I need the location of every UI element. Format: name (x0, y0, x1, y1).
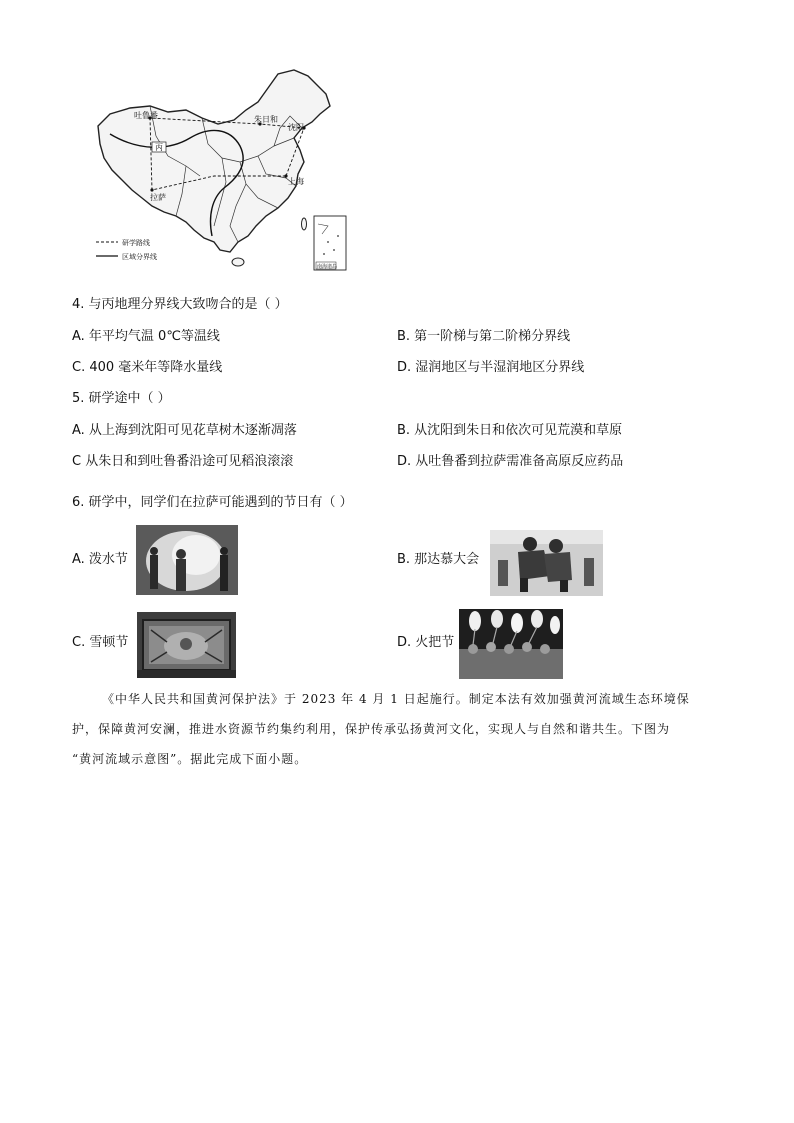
map-label-shanghai: 上海 (288, 177, 304, 186)
legend-boundary: 区域分界线 (122, 253, 157, 261)
q6-option-a[interactable]: A. 泼水节 (72, 552, 128, 567)
q4-option-b[interactable]: B. 第一阶梯与第二阶梯分界线 (397, 329, 571, 344)
photo-naadam (490, 530, 603, 596)
map-label-zhurihe: 朱日和 (254, 115, 278, 124)
question-6-stem: 6. 研学中，同学们在拉萨可能遇到的节日有（ ） (72, 495, 353, 510)
q4-option-c[interactable]: C. 400 毫米年等降水量线 (72, 360, 223, 375)
passage-line-3: “黄河流域示意图”。据此完成下面小题。 (72, 752, 308, 766)
china-map-figure (90, 66, 352, 276)
q5-option-a[interactable]: A. 从上海到沈阳可见花草树木逐渐凋落 (72, 423, 297, 438)
passage-line-2: 护，保障黄河安澜，推进水资源节约集约利用，保护传承弘扬黄河文化，实现人与自然和谐共生。下图为 (72, 722, 671, 736)
q6-option-c[interactable]: C. 雪顿节 (72, 635, 129, 650)
q4-option-d[interactable]: D. 湿润地区与半湿润地区分界线 (397, 360, 585, 375)
legend-route: 研学路线 (122, 239, 150, 247)
question-5-stem: 5. 研学途中（ ） (72, 391, 171, 406)
photo-torch-festival (459, 609, 563, 679)
map-label-bing: 丙 (155, 143, 163, 152)
photo-water-splashing (136, 525, 238, 595)
inset-label: 南海诸岛 (317, 264, 338, 270)
photo-shoton-thangka (137, 612, 236, 678)
q6-option-b[interactable]: B. 那达慕大会 (397, 552, 480, 567)
map-label-tulufan: 吐鲁番 (134, 111, 158, 120)
passage (72, 684, 722, 774)
passage-line-1: 《中华人民共和国黄河保护法》于 2023 年 4 月 1 日起施行。制定本法有效加强黄河流域生态环境保 (102, 692, 690, 706)
q5-option-b[interactable]: B. 从沈阳到朱日和依次可见荒漠和草原 (397, 423, 623, 438)
map-label-lasa: 拉萨 (150, 193, 166, 202)
question-4-stem: 4. 与丙地理分界线大致吻合的是（ ） (72, 297, 288, 312)
china-map (90, 66, 352, 276)
q4-option-a[interactable]: A. 年平均气温 0℃等温线 (72, 329, 220, 344)
q5-option-d[interactable]: D. 从吐鲁番到拉萨需准备高原反应药品 (397, 454, 624, 469)
q6-option-d[interactable]: D. 火把节 (397, 635, 455, 650)
map-label-shenyang: 沈阳 (288, 123, 304, 132)
q5-option-c[interactable]: C 从朱日和到吐鲁番沿途可见稻浪滚滚 (72, 454, 294, 469)
